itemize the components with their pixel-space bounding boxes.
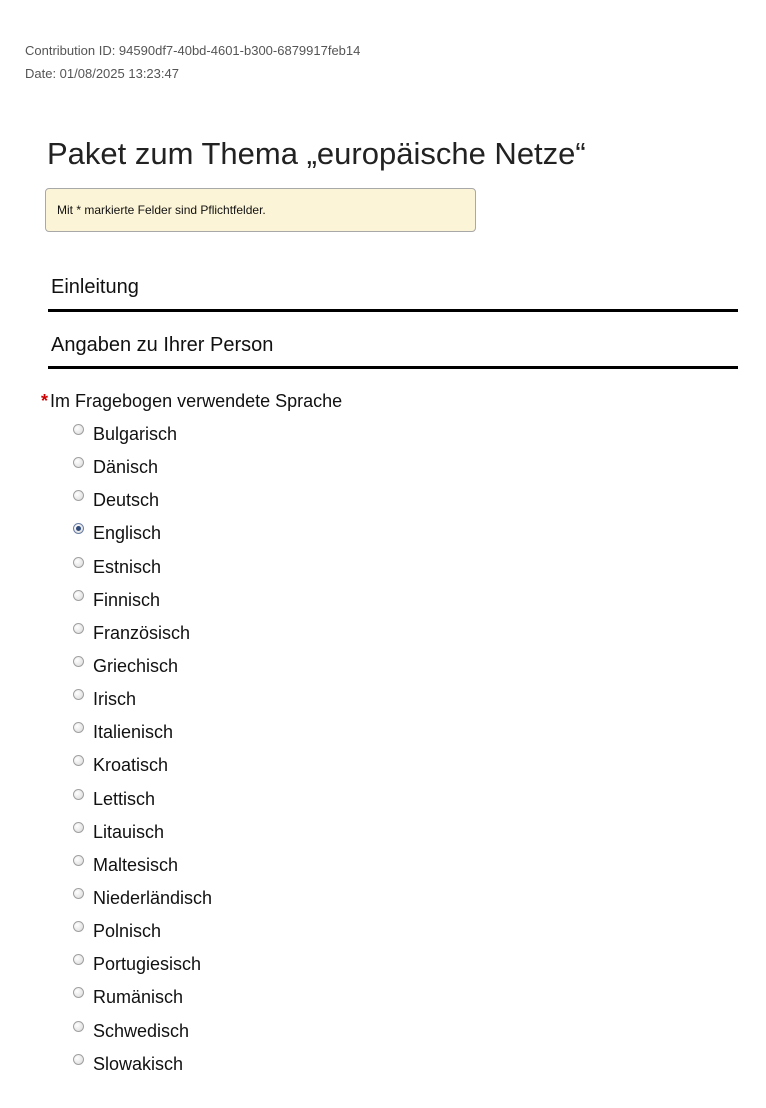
option-label[interactable]: Slowakisch bbox=[93, 1053, 184, 1074]
language-option[interactable] bbox=[73, 486, 212, 519]
option-label[interactable]: Lettisch bbox=[93, 788, 156, 809]
option-label[interactable]: Niederländisch bbox=[93, 887, 213, 908]
option-label[interactable]: Englisch bbox=[93, 523, 162, 544]
language-option[interactable] bbox=[73, 983, 212, 1016]
option-label[interactable]: Maltesisch bbox=[93, 854, 179, 875]
radio-button[interactable] bbox=[73, 1054, 84, 1065]
language-option[interactable] bbox=[73, 519, 212, 552]
contribution-date: Date: 01/08/2025 13:23:47 bbox=[25, 66, 179, 81]
option-label[interactable]: Deutsch bbox=[93, 490, 160, 511]
radio-button[interactable] bbox=[73, 921, 84, 932]
radio-button[interactable] bbox=[73, 822, 84, 833]
language-option[interactable] bbox=[73, 652, 212, 685]
required-marker: * bbox=[41, 391, 49, 411]
question-language-label bbox=[41, 391, 342, 412]
option-label[interactable]: Kroatisch bbox=[93, 755, 169, 776]
language-option[interactable] bbox=[73, 453, 212, 486]
radio-button[interactable] bbox=[73, 590, 84, 601]
option-label[interactable]: Finnisch bbox=[93, 589, 161, 610]
option-label[interactable]: Irisch bbox=[93, 689, 137, 710]
radio-button[interactable] bbox=[73, 656, 84, 667]
language-option[interactable] bbox=[73, 685, 212, 718]
language-option[interactable] bbox=[73, 1050, 212, 1083]
radio-button[interactable] bbox=[73, 557, 84, 568]
option-label[interactable]: Litauisch bbox=[93, 821, 165, 842]
language-option[interactable] bbox=[73, 718, 212, 751]
option-label[interactable]: Portugiesisch bbox=[93, 954, 202, 975]
language-option[interactable] bbox=[73, 785, 212, 818]
radio-button[interactable] bbox=[73, 954, 84, 965]
contribution-meta bbox=[25, 39, 360, 85]
option-label[interactable]: Estnisch bbox=[93, 556, 162, 577]
option-label[interactable]: Französisch bbox=[93, 622, 191, 643]
radio-button[interactable] bbox=[73, 689, 84, 700]
option-label[interactable]: Dänisch bbox=[93, 457, 159, 478]
option-label[interactable]: Bulgarisch bbox=[93, 424, 178, 444]
language-option[interactable] bbox=[73, 1017, 212, 1050]
radio-button[interactable] bbox=[73, 523, 84, 534]
radio-button[interactable] bbox=[73, 722, 84, 733]
radio-button[interactable] bbox=[73, 424, 84, 435]
question-text: Im Fragebogen verwendete Sprache bbox=[50, 391, 343, 411]
option-label[interactable]: Schwedisch bbox=[93, 1020, 190, 1041]
option-label[interactable]: Griechisch bbox=[93, 655, 179, 676]
section-introduction[interactable]: Einleitung bbox=[48, 276, 738, 312]
language-option[interactable] bbox=[73, 950, 212, 983]
language-option[interactable] bbox=[73, 884, 212, 917]
radio-button[interactable] bbox=[73, 490, 84, 501]
radio-button[interactable] bbox=[73, 1021, 84, 1032]
language-option[interactable] bbox=[73, 917, 212, 950]
required-fields-notice: Mit * markierte Felder sind Pflichtfelder. bbox=[45, 188, 476, 232]
language-option[interactable] bbox=[73, 851, 212, 884]
language-option[interactable] bbox=[73, 420, 212, 453]
radio-button[interactable] bbox=[73, 855, 84, 866]
radio-button[interactable] bbox=[73, 888, 84, 899]
language-option[interactable] bbox=[73, 818, 212, 851]
radio-button[interactable] bbox=[73, 623, 84, 634]
contribution-id: Contribution ID: 94590df7-40bd-4601-b300-6879917feb14 bbox=[25, 43, 361, 58]
radio-button[interactable] bbox=[73, 755, 84, 766]
language-option[interactable] bbox=[73, 751, 212, 784]
page-title: Paket zum Thema „europäische Netze“ bbox=[47, 136, 586, 171]
language-radio-group bbox=[73, 420, 212, 1083]
section-personal-details[interactable]: Angaben zu Ihrer Person bbox=[48, 334, 738, 369]
radio-button[interactable] bbox=[73, 789, 84, 800]
language-option[interactable] bbox=[73, 586, 212, 619]
option-label[interactable]: Rumänisch bbox=[93, 987, 184, 1008]
option-label[interactable]: Polnisch bbox=[93, 921, 162, 942]
radio-button[interactable] bbox=[73, 987, 84, 998]
option-label[interactable]: Italienisch bbox=[93, 722, 174, 743]
language-option[interactable] bbox=[73, 619, 212, 652]
language-option[interactable] bbox=[73, 553, 212, 586]
radio-button[interactable] bbox=[73, 457, 84, 468]
